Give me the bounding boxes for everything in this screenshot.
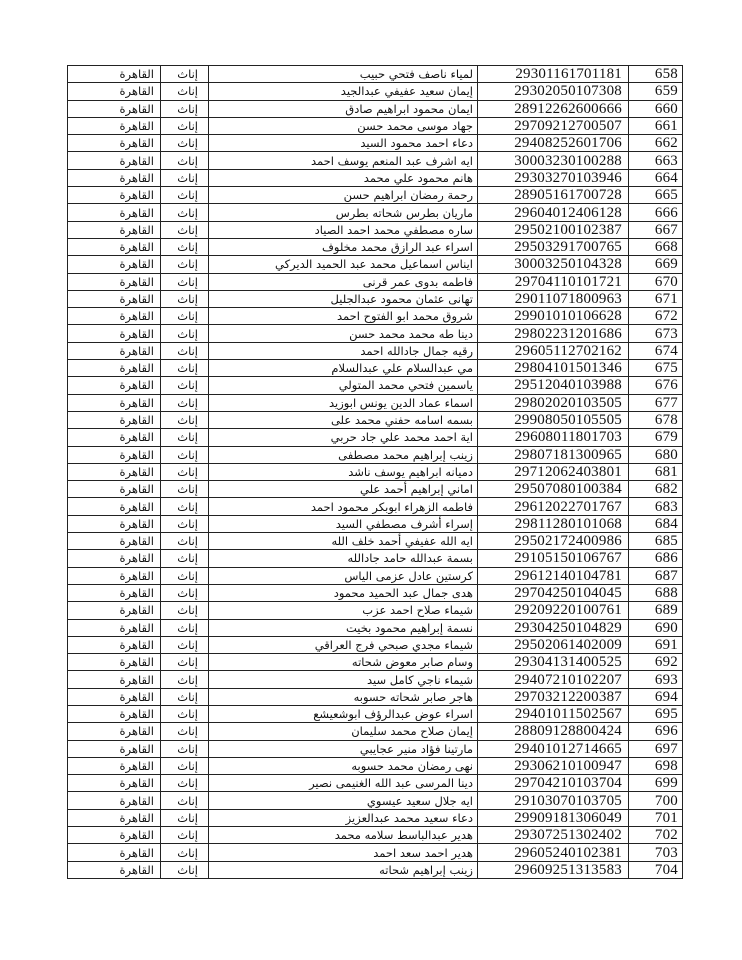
table-row [68,671,683,688]
table-row [68,757,683,774]
row-number-cell: 678 [629,411,683,428]
national-id-cell: 29612140104781 [478,567,629,584]
national-id-cell: 29103070103705 [478,792,629,809]
full-name-cell: بسمه اسامه حفني محمد على [209,411,478,428]
gender-cell: إناث [161,602,209,619]
full-name-cell: شروق محمد ابو الفتوح احمد [209,308,478,325]
governorate-cell: القاهرة [68,135,161,152]
national-id-cell: 29802231201686 [478,325,629,342]
table-row [68,360,683,377]
table-row [68,256,683,273]
table-row [68,861,683,878]
governorate-cell: القاهرة [68,256,161,273]
full-name-cell: رحمة رمضان ابراهيم حسن [209,187,478,204]
row-number-cell: 662 [629,135,683,152]
national-id-cell: 29704110101721 [478,273,629,290]
table-row [68,308,683,325]
full-name-cell: هدير احمد سعد احمد [209,844,478,861]
full-name-cell: اية احمد محمد علي جاد حربي [209,429,478,446]
governorate-cell: القاهرة [68,654,161,671]
gender-cell: إناث [161,515,209,532]
governorate-cell: القاهرة [68,342,161,359]
gender-cell: إناث [161,619,209,636]
governorate-cell: القاهرة [68,273,161,290]
gender-cell: إناث [161,533,209,550]
row-number-cell: 703 [629,844,683,861]
full-name-cell: اسراء عبد الرازق محمد مخلوف [209,238,478,255]
row-number-cell: 663 [629,152,683,169]
row-number-cell: 704 [629,861,683,878]
governorate-cell: القاهرة [68,100,161,117]
gender-cell: إناث [161,636,209,653]
national-id-cell: 29608011801703 [478,429,629,446]
gender-cell: إناث [161,360,209,377]
governorate-cell: القاهرة [68,584,161,601]
national-id-cell: 30003230100288 [478,152,629,169]
full-name-cell: هاجر صابر شحاته حسوبه [209,688,478,705]
full-name-cell: ماريان بطرس شحاته بطرس [209,204,478,221]
table-row [68,775,683,792]
table-row [68,550,683,567]
row-number-cell: 686 [629,550,683,567]
full-name-cell: مي عبدالسلام علي عبدالسلام [209,360,478,377]
national-id-cell: 29401011502567 [478,705,629,722]
records-table-body [68,66,683,879]
national-id-cell: 28809128800424 [478,723,629,740]
national-id-cell: 29304131400525 [478,654,629,671]
row-number-cell: 683 [629,498,683,515]
row-number-cell: 698 [629,757,683,774]
table-row [68,463,683,480]
row-number-cell: 697 [629,740,683,757]
governorate-cell: القاهرة [68,221,161,238]
governorate-cell: القاهرة [68,152,161,169]
full-name-cell: دينا طه محمد محمد حسن [209,325,478,342]
table-row [68,740,683,757]
row-number-cell: 702 [629,827,683,844]
table-row [68,654,683,671]
governorate-cell: القاهرة [68,325,161,342]
national-id-cell: 29301161701181 [478,66,629,83]
national-id-cell: 29908050105505 [478,411,629,428]
gender-cell: إناث [161,394,209,411]
row-number-cell: 665 [629,187,683,204]
national-id-cell: 29605112702162 [478,342,629,359]
full-name-cell: شيماء صلاح احمد عزب [209,602,478,619]
governorate-cell: القاهرة [68,550,161,567]
full-name-cell: دعاء احمد محمود السيد [209,135,478,152]
row-number-cell: 701 [629,809,683,826]
gender-cell: إناث [161,481,209,498]
table-row [68,221,683,238]
full-name-cell: هانم محمود علي محمد [209,169,478,186]
row-number-cell: 691 [629,636,683,653]
national-id-cell: 29502172400986 [478,533,629,550]
governorate-cell: القاهرة [68,775,161,792]
table-row [68,567,683,584]
national-id-cell: 29811280101068 [478,515,629,532]
row-number-cell: 688 [629,584,683,601]
table-row [68,152,683,169]
full-name-cell: هدى جمال عبد الحميد محمود [209,584,478,601]
row-number-cell: 693 [629,671,683,688]
national-id-cell: 29304250104829 [478,619,629,636]
national-id-cell: 29502061402009 [478,636,629,653]
national-id-cell: 29909181306049 [478,809,629,826]
full-name-cell: شيماء مجدي صبحي فرج العراقي [209,636,478,653]
row-number-cell: 675 [629,360,683,377]
row-number-cell: 699 [629,775,683,792]
governorate-cell: القاهرة [68,827,161,844]
full-name-cell: إيمان سعيد عفيفي عبدالجيد [209,83,478,100]
gender-cell: إناث [161,187,209,204]
gender-cell: إناث [161,809,209,826]
full-name-cell: زينب إبراهيم شحاته [209,861,478,878]
full-name-cell: اسراء عوض عبدالرؤف ابوشعيشع [209,705,478,722]
row-number-cell: 666 [629,204,683,221]
row-number-cell: 692 [629,654,683,671]
row-number-cell: 660 [629,100,683,117]
full-name-cell: شيماء ناجي كامل سيد [209,671,478,688]
governorate-cell: القاهرة [68,377,161,394]
full-name-cell: اماني إبراهيم أحمد علي [209,481,478,498]
national-id-cell: 29507080100384 [478,481,629,498]
table-row [68,533,683,550]
governorate-cell: القاهرة [68,671,161,688]
gender-cell: إناث [161,827,209,844]
row-number-cell: 696 [629,723,683,740]
gender-cell: إناث [161,671,209,688]
full-name-cell: إسراء أشرف مصطفي السيد [209,515,478,532]
row-number-cell: 700 [629,792,683,809]
table-row [68,100,683,117]
records-table [67,65,683,879]
row-number-cell: 672 [629,308,683,325]
table-row [68,602,683,619]
national-id-cell: 29901010106628 [478,308,629,325]
full-name-cell: فاطمه الزهراء ابوبكر محمود احمد [209,498,478,515]
full-name-cell: بسمة عبدالله حامد جادالله [209,550,478,567]
table-row [68,429,683,446]
full-name-cell: لمياء ناصف فتحي حبيب [209,66,478,83]
gender-cell: إناث [161,861,209,878]
national-id-cell: 29804101501346 [478,360,629,377]
governorate-cell: القاهرة [68,187,161,204]
table-row [68,135,683,152]
gender-cell: إناث [161,567,209,584]
governorate-cell: القاهرة [68,498,161,515]
governorate-cell: القاهرة [68,705,161,722]
national-id-cell: 30003250104328 [478,256,629,273]
table-row [68,187,683,204]
national-id-cell: 29604012406128 [478,204,629,221]
governorate-cell: القاهرة [68,169,161,186]
national-id-cell: 29704250104045 [478,584,629,601]
full-name-cell: اسماء عماد الدين يونس ابوزيد [209,394,478,411]
governorate-cell: القاهرة [68,238,161,255]
gender-cell: إناث [161,792,209,809]
table-row [68,705,683,722]
governorate-cell: القاهرة [68,533,161,550]
national-id-cell: 29011071800963 [478,290,629,307]
governorate-cell: القاهرة [68,117,161,134]
governorate-cell: القاهرة [68,463,161,480]
gender-cell: إناث [161,273,209,290]
full-name-cell: دميانه ابراهيم يوسف ناشد [209,463,478,480]
row-number-cell: 677 [629,394,683,411]
row-number-cell: 658 [629,66,683,83]
national-id-cell: 29503291700765 [478,238,629,255]
table-row [68,446,683,463]
row-number-cell: 684 [629,515,683,532]
full-name-cell: كرستين عادل عزمى الياس [209,567,478,584]
governorate-cell: القاهرة [68,204,161,221]
table-row [68,584,683,601]
governorate-cell: القاهرة [68,861,161,878]
national-id-cell: 29612022701767 [478,498,629,515]
governorate-cell: القاهرة [68,515,161,532]
national-id-cell: 29105150106767 [478,550,629,567]
row-number-cell: 679 [629,429,683,446]
governorate-cell: القاهرة [68,308,161,325]
gender-cell: إناث [161,169,209,186]
national-id-cell: 29512040103988 [478,377,629,394]
national-id-cell: 29709212700507 [478,117,629,134]
row-number-cell: 689 [629,602,683,619]
national-id-cell: 29712062403801 [478,463,629,480]
row-number-cell: 668 [629,238,683,255]
gender-cell: إناث [161,100,209,117]
row-number-cell: 670 [629,273,683,290]
row-number-cell: 671 [629,290,683,307]
table-row [68,204,683,221]
row-number-cell: 694 [629,688,683,705]
row-number-cell: 680 [629,446,683,463]
governorate-cell: القاهرة [68,792,161,809]
row-number-cell: 661 [629,117,683,134]
table-row [68,273,683,290]
table-row [68,83,683,100]
governorate-cell: القاهرة [68,83,161,100]
governorate-cell: القاهرة [68,723,161,740]
national-id-cell: 29704210103704 [478,775,629,792]
governorate-cell: القاهرة [68,481,161,498]
table-row [68,117,683,134]
table-row [68,481,683,498]
full-name-cell: ايه اشرف عبد المنعم يوسف احمد [209,152,478,169]
gender-cell: إناث [161,654,209,671]
full-name-cell: زينب إبراهيم محمد مصطفى [209,446,478,463]
full-name-cell: وسام صابر معوض شحاته [209,654,478,671]
gender-cell: إناث [161,290,209,307]
table-row [68,844,683,861]
table-row [68,688,683,705]
gender-cell: إناث [161,135,209,152]
full-name-cell: دينا المرسى عبد الله الغنيمى نصير [209,775,478,792]
gender-cell: إناث [161,221,209,238]
governorate-cell: القاهرة [68,567,161,584]
full-name-cell: فاطمه بدوى عمر قرنى [209,273,478,290]
row-number-cell: 685 [629,533,683,550]
national-id-cell: 28912262600666 [478,100,629,117]
full-name-cell: ياسمين فتحي محمد المتولي [209,377,478,394]
table-row [68,809,683,826]
table-row [68,498,683,515]
gender-cell: إناث [161,844,209,861]
full-name-cell: نسمة إبراهيم محمود بخيت [209,619,478,636]
row-number-cell: 682 [629,481,683,498]
national-id-cell: 28905161700728 [478,187,629,204]
table-row [68,636,683,653]
gender-cell: إناث [161,498,209,515]
gender-cell: إناث [161,256,209,273]
governorate-cell: القاهرة [68,688,161,705]
national-id-cell: 29605240102381 [478,844,629,861]
gender-cell: إناث [161,775,209,792]
governorate-cell: القاهرة [68,844,161,861]
row-number-cell: 664 [629,169,683,186]
governorate-cell: القاهرة [68,429,161,446]
governorate-cell: القاهرة [68,411,161,428]
full-name-cell: جهاد موسى محمد حسن [209,117,478,134]
national-id-cell: 29807181300965 [478,446,629,463]
row-number-cell: 695 [629,705,683,722]
gender-cell: إناث [161,377,209,394]
governorate-cell: القاهرة [68,290,161,307]
national-id-cell: 29609251313583 [478,861,629,878]
table-row [68,238,683,255]
table-row [68,325,683,342]
gender-cell: إناث [161,83,209,100]
governorate-cell: القاهرة [68,360,161,377]
full-name-cell: ايه جلال سعيد عيسوي [209,792,478,809]
table-row [68,290,683,307]
national-id-cell: 29502100102387 [478,221,629,238]
governorate-cell: القاهرة [68,809,161,826]
gender-cell: إناث [161,204,209,221]
gender-cell: إناث [161,238,209,255]
national-id-cell: 29703212200387 [478,688,629,705]
table-row [68,411,683,428]
national-id-cell: 29401012714665 [478,740,629,757]
gender-cell: إناث [161,705,209,722]
national-id-cell: 29303270103946 [478,169,629,186]
gender-cell: إناث [161,688,209,705]
row-number-cell: 687 [629,567,683,584]
governorate-cell: القاهرة [68,619,161,636]
table-row [68,377,683,394]
row-number-cell: 667 [629,221,683,238]
gender-cell: إناث [161,584,209,601]
gender-cell: إناث [161,66,209,83]
full-name-cell: نهى رمضان محمد حسوبه [209,757,478,774]
gender-cell: إناث [161,411,209,428]
gender-cell: إناث [161,740,209,757]
row-number-cell: 690 [629,619,683,636]
governorate-cell: القاهرة [68,757,161,774]
national-id-cell: 29408252601706 [478,135,629,152]
gender-cell: إناث [161,446,209,463]
full-name-cell: ايناس اسماعيل محمد عبد الحميد الديركي [209,256,478,273]
full-name-cell: مارتينا فؤاد منير عجايبي [209,740,478,757]
row-number-cell: 674 [629,342,683,359]
full-name-cell: تهانى عثمان محمود عبدالجليل [209,290,478,307]
table-row [68,394,683,411]
table-row [68,66,683,83]
row-number-cell: 681 [629,463,683,480]
national-id-cell: 29209220100761 [478,602,629,619]
gender-cell: إناث [161,308,209,325]
national-id-cell: 29407210102207 [478,671,629,688]
full-name-cell: ايه الله عفيفي أحمد خلف الله [209,533,478,550]
gender-cell: إناث [161,723,209,740]
gender-cell: إناث [161,429,209,446]
row-number-cell: 673 [629,325,683,342]
full-name-cell: ايمان محمود ابراهيم صادق [209,100,478,117]
gender-cell: إناث [161,757,209,774]
governorate-cell: القاهرة [68,636,161,653]
table-row [68,169,683,186]
gender-cell: إناث [161,463,209,480]
row-number-cell: 659 [629,83,683,100]
gender-cell: إناث [161,152,209,169]
table-row [68,515,683,532]
full-name-cell: هدير عبدالباسط سلامه محمد [209,827,478,844]
table-row [68,619,683,636]
gender-cell: إناث [161,550,209,567]
full-name-cell: إيمان صلاح محمد سليمان [209,723,478,740]
row-number-cell: 669 [629,256,683,273]
full-name-cell: رقيه جمال جادالله احمد [209,342,478,359]
full-name-cell: دعاء سعيد محمد عبدالعزيز [209,809,478,826]
national-id-cell: 29802020103505 [478,394,629,411]
national-id-cell: 29302050107308 [478,83,629,100]
table-row [68,827,683,844]
governorate-cell: القاهرة [68,66,161,83]
national-id-cell: 29306210100947 [478,757,629,774]
row-number-cell: 676 [629,377,683,394]
gender-cell: إناث [161,117,209,134]
governorate-cell: القاهرة [68,602,161,619]
governorate-cell: القاهرة [68,740,161,757]
gender-cell: إناث [161,325,209,342]
full-name-cell: ساره مصطفي محمد احمد الصياد [209,221,478,238]
table-row [68,792,683,809]
national-id-cell: 29307251302402 [478,827,629,844]
table-row [68,723,683,740]
gender-cell: إناث [161,342,209,359]
governorate-cell: القاهرة [68,446,161,463]
table-row [68,342,683,359]
governorate-cell: القاهرة [68,394,161,411]
